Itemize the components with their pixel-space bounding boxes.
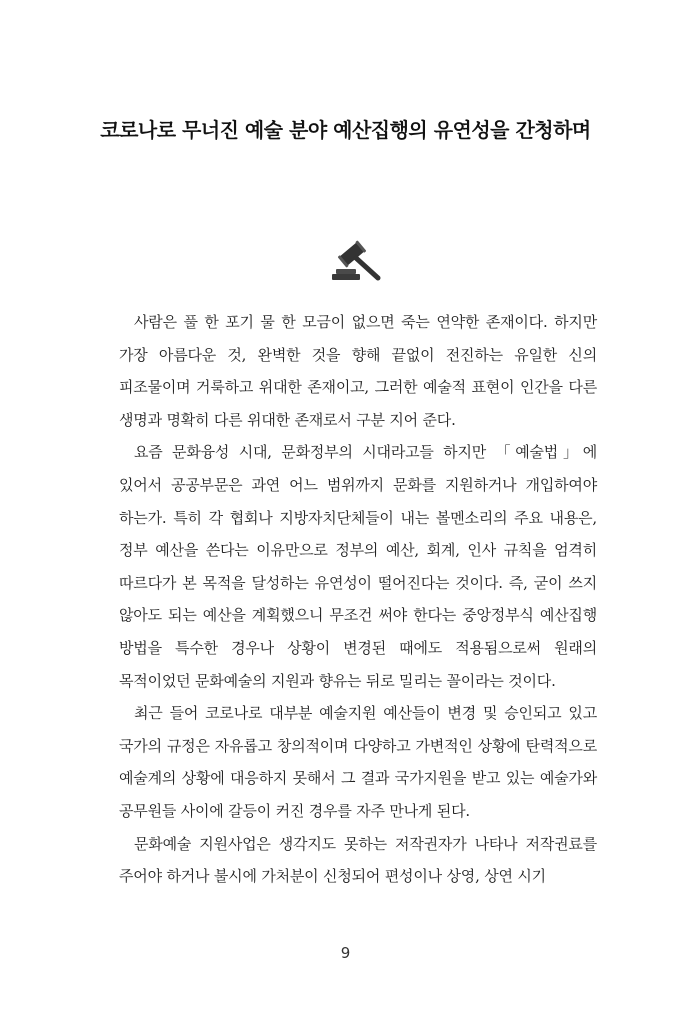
page-title: 코로나로 무너진 예술 분야 예산집행의 유연성을 간청하며 xyxy=(100,118,591,142)
paragraph-4: 문화예술 지원사업은 생각지도 못하는 저작권자가 나타나 저작권료를 주어야 하거나 불시에 가처분이 신청되어 편성이나 상영, 상연 시기 xyxy=(119,834,597,886)
paragraph-1: 사람은 풀 한 포기 물 한 모금이 없으면 죽는 연약한 존재이다. 하지만 가장 아름다운 것, 완벽한 것을 향해 끝없이 전진하는 유일한 신의 피조물이며 거룩하고 위대한 존재이고, 그러한 예술적 표현이 인간을 다른 생명과 명확히 다른 위대한 존재로서 구분 지어 준다. xyxy=(119,313,597,429)
body-text xyxy=(119,306,597,893)
paragraph-2: 요즘 문화융성 시대, 문화정부의 시대라고들 하지만 「예술법」에 있어서 공공부문은 과연 어느 범위까지 문화를 지원하거나 개입하여야 하는가. 특히 각 협회나 지방자치단체들이 내는 볼멘소리의 주요 내용은, 정부 예산을 쓴다는 이유만으로 정부의 예산, 회계, 인사 규칙을 엄격히 따르다가 본 목적을 달성하는 유연성이 떨어진다는 것이다. 즉, 굳이 쓰지 않아도 되는 예산을 계획했으니 무조건 써야 한다는 중앙정부식 예산집행 방법을 특수한 경우나 상황이 변경된 때에도 적용됨으로써 원래의 목적이었던 문화예술의 지원과 향유는 뒤로 밀리는 꼴이라는 것이다. xyxy=(119,443,597,690)
gavel-icon xyxy=(330,240,382,282)
page-number: 9 xyxy=(340,944,351,962)
paragraph-3: 최근 들어 코로나로 대부분 예술지원 예산들이 변경 및 승인되고 있고 국가의 규정은 자유롭고 창의적이며 다양하고 가변적인 상황에 탄력적으로 예술계의 상황에 대응하지 못해서 그 결과 국가지원을 받고 있는 예술가와 공무원들 사이에 갈등이 커진 경우를 자주 만나게 된다. xyxy=(119,704,597,820)
